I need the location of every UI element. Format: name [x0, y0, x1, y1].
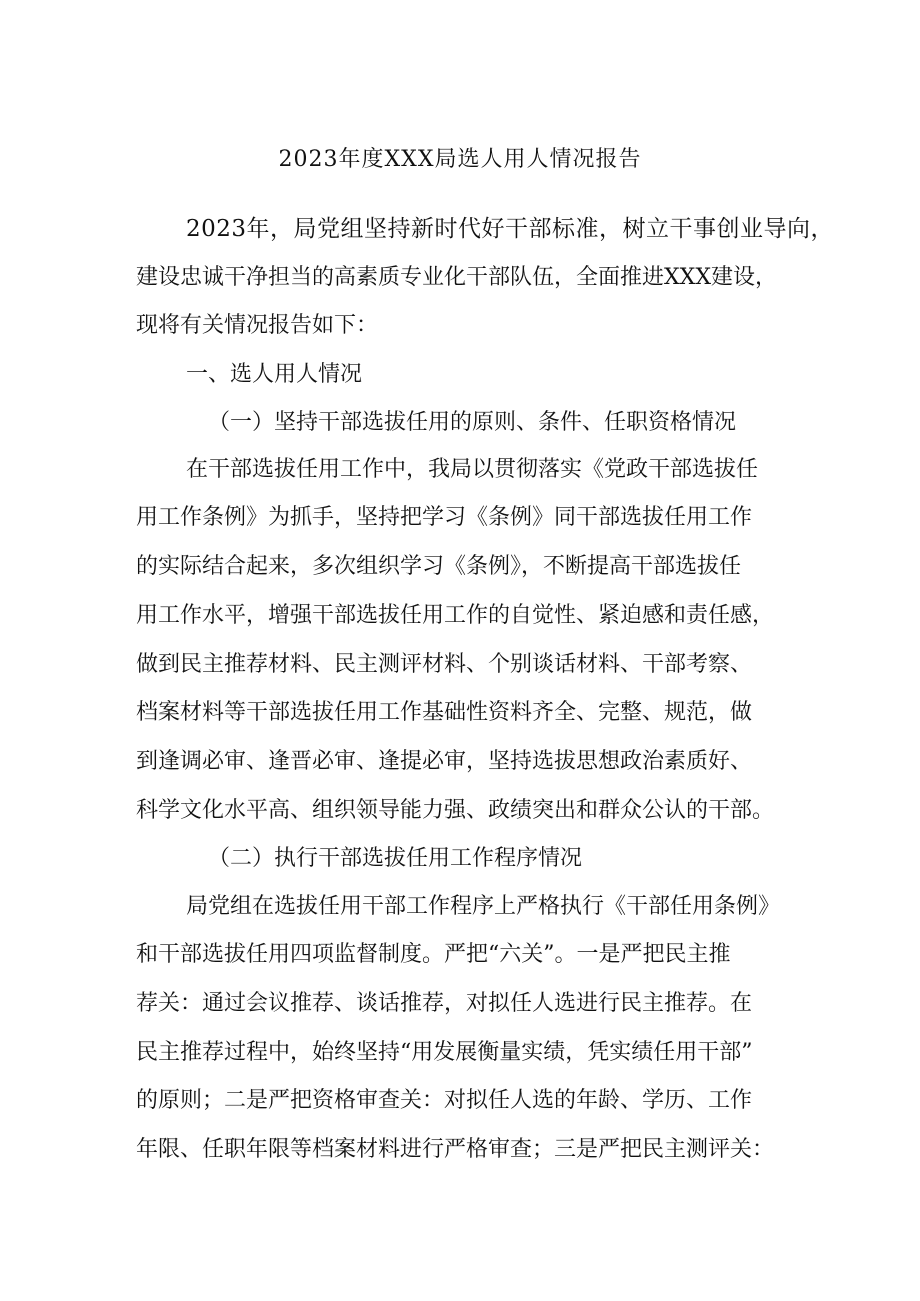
body-line: 的实际结合起来，多次组织学习《条例》，不断提高干部选拔任 [136, 554, 742, 579]
body-line: 和干部选拔任用四项监督制度。严把“六关”。一是严把民主推 [136, 942, 731, 967]
body-line: 档案材料等干部选拔任用工作基础性资料齐全、完整、规范，做 [136, 700, 753, 725]
body-line: 荐关：通过会议推荐、谈话推荐，对拟任人选进行民主推荐。在 [136, 991, 753, 1016]
body-line: 科学文化水平高、组织领导能力强、政绩突出和群众公认的干部。 [136, 798, 775, 823]
subsection-heading: （二）执行干部选拔任用工作程序情况 [208, 846, 583, 871]
subsection-heading: （一）坚持干部选拔任用的原则、条件、任职资格情况 [208, 410, 737, 435]
intro-line: 建设忠诚干净担当的高素质专业化干部队伍，全面推进XXX建设， [136, 265, 777, 290]
body-line: 的原则；二是严把资格审查关：对拟任人选的年龄、学历、工作 [136, 1088, 753, 1113]
body-line: 做到民主推荐材料、民主测评材料、个别谈话材料、干部考察、 [136, 652, 753, 677]
body-line: 民主推荐过程中，始终坚持“用发展衡量实绩，凭实绩任用干部” [136, 1040, 753, 1065]
body-line: 用工作水平，增强干部选拔任用工作的自觉性、紧迫感和责任感， [136, 603, 775, 628]
body-line: 在干部选拔任用工作中，我局以贯彻落实《党政干部选拔任 [186, 457, 759, 482]
body-line: 到逢调必审、逢晋必审、逢提必审，坚持选拔思想政治素质好、 [136, 749, 753, 774]
body-line: 局党组在选拔任用干部工作程序上严格执行《干部任用条例》 [186, 894, 781, 919]
body-line: 用工作条例》为抓手，坚持把学习《条例》同干部选拔任用工作 [136, 505, 753, 530]
document-title: 2023年度XXX局选人用人情况报告 [278, 147, 642, 172]
intro-line: 2023年，局党组坚持新时代好干部标准，树立干事创业导向， [186, 216, 835, 242]
body-line: 年限、任职年限等档案材料进行严格审查；三是严把民主测评关： [136, 1137, 775, 1162]
section-heading: 一、选人用人情况 [186, 362, 363, 387]
intro-line: 现将有关情况报告如下： [136, 313, 379, 338]
